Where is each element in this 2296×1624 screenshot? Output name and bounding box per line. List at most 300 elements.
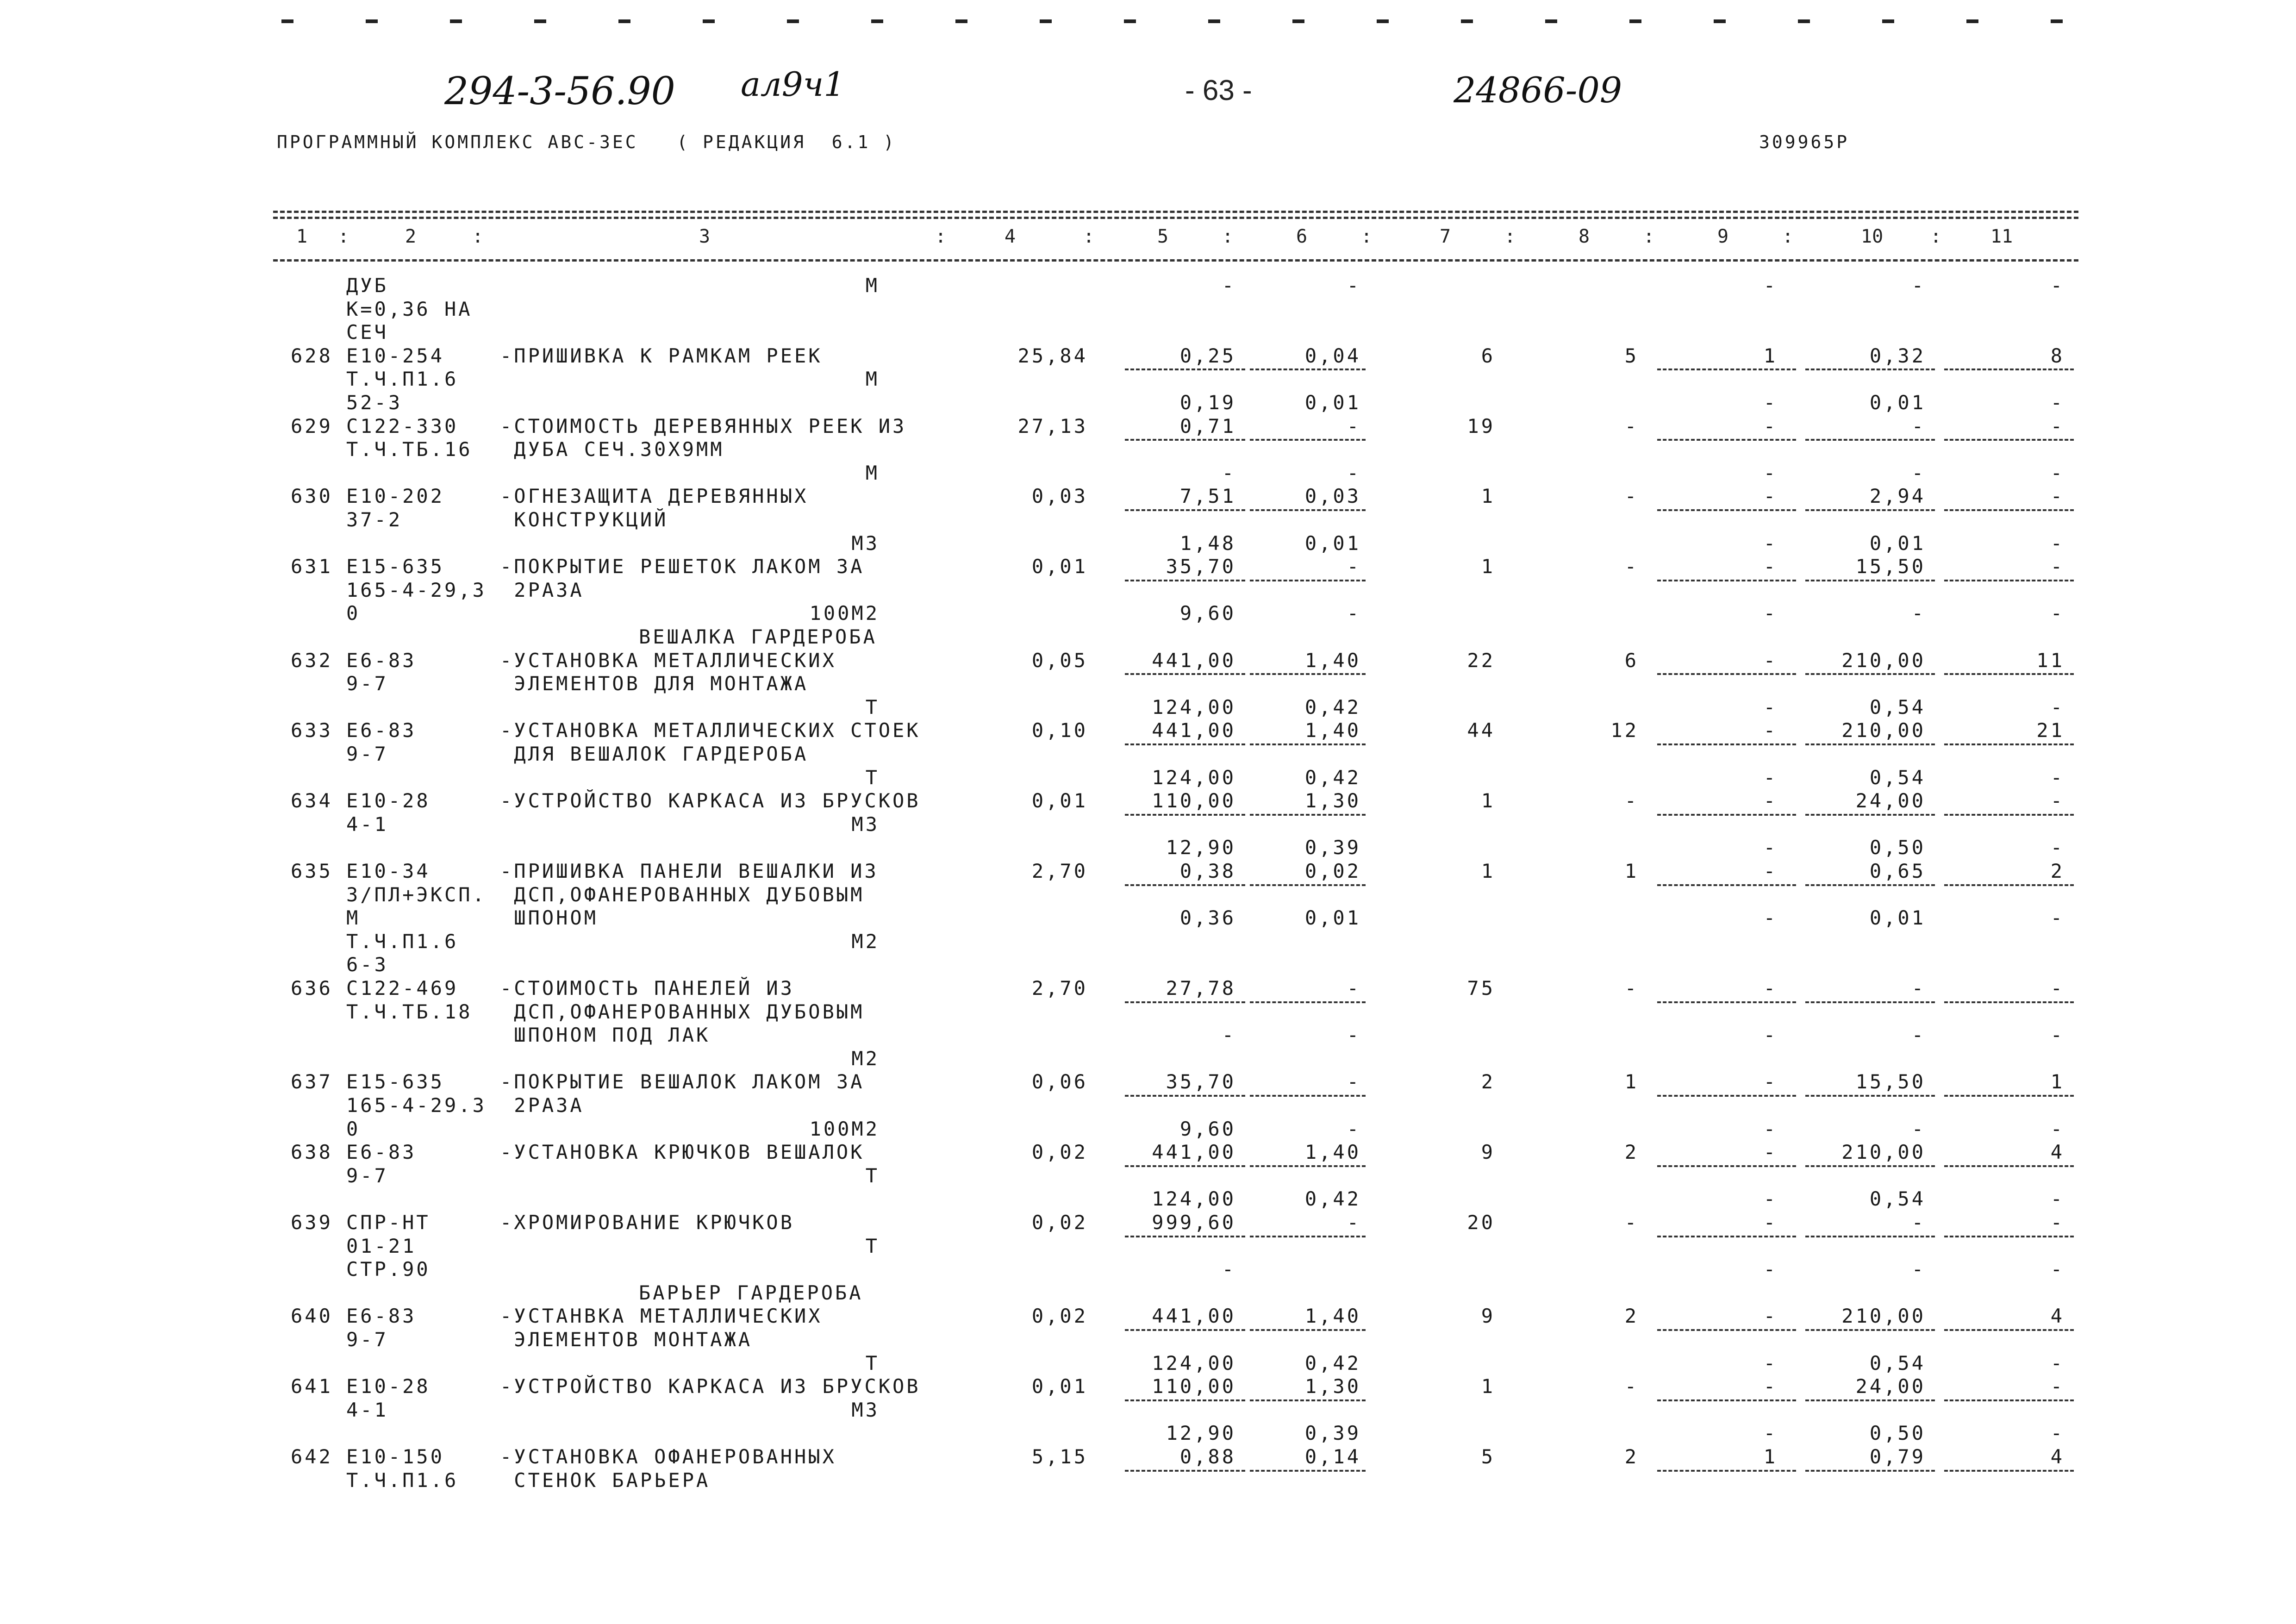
cell-c4: 0,01: [1031, 1375, 1088, 1398]
cell-n: 641: [291, 1375, 333, 1398]
cell-c2: 37-2: [346, 508, 403, 531]
cell-c3u: М2: [851, 1047, 880, 1070]
cell-c9: -: [1763, 1422, 1778, 1445]
cell-n: 637: [291, 1070, 333, 1093]
cell-c7: 1: [1481, 789, 1495, 812]
column-header-cell: :: [935, 226, 947, 247]
cell-c9: -: [1763, 1305, 1778, 1328]
column-header-cell: 9: [1717, 226, 1729, 247]
subtotal-rule: [1805, 1399, 1935, 1401]
cell-c11: -: [2050, 274, 2065, 297]
cell-c6: 0,03: [1304, 485, 1361, 508]
cell-c11: -: [2050, 1187, 2065, 1211]
cell-c2: 9-7: [346, 1164, 388, 1187]
edge-dash: [618, 19, 630, 23]
cell-c10: -: [1911, 461, 1926, 484]
cell-c7: 75: [1467, 977, 1495, 999]
cell-c6: 0,42: [1304, 1187, 1361, 1211]
cell-c10: 2,94: [1869, 485, 1926, 508]
cell-c11: -: [2050, 391, 2065, 414]
cell-n: 640: [291, 1305, 333, 1328]
cell-c9: -: [1763, 1070, 1778, 1093]
cell-c3: -ХРОМИРОВАНИЕ КРЮЧКОВ: [500, 1211, 795, 1234]
cell-c10: 0,54: [1869, 695, 1926, 718]
cell-c10: 0,54: [1869, 1187, 1926, 1211]
cell-c3: 2РАЗА: [500, 1094, 584, 1117]
cell-c3u: Т: [865, 1164, 880, 1187]
subtotal-rule: [1805, 884, 1935, 886]
subtotal-rule: [1944, 1470, 2074, 1472]
cell-c3u: Т: [865, 1234, 880, 1257]
cell-c3: -УСТАНВКА МЕТАЛЛИЧЕСКИХ: [500, 1305, 823, 1328]
cell-c4: 0,05: [1031, 649, 1088, 672]
cell-c5: 35,70: [1166, 1070, 1236, 1093]
subtotal-rule: [1125, 673, 1245, 675]
cell-c4: 0,01: [1031, 789, 1088, 812]
cell-c2: Е6-83: [346, 719, 417, 742]
cell-c4: 2,70: [1031, 977, 1088, 999]
cell-c3u: М3: [851, 1398, 880, 1421]
cell-c5: 0,25: [1179, 344, 1236, 367]
cell-c5: -: [1222, 461, 1236, 484]
subtotal-rule: [1657, 369, 1796, 370]
cell-c5: 124,00: [1152, 1187, 1236, 1211]
cell-c2: М: [346, 906, 361, 930]
cell-c8: -: [1624, 555, 1639, 578]
cell-c5: 1,48: [1179, 531, 1236, 555]
cell-c10: -: [1911, 274, 1926, 297]
edge-dash: [1966, 19, 1978, 23]
subtotal-rule: [1125, 884, 1245, 886]
cell-c4: 0,02: [1031, 1211, 1088, 1234]
subtotal-rule: [1250, 1470, 1366, 1472]
cell-c3: СТЕНОК БАРЬЕРА: [500, 1468, 711, 1492]
cell-c9: -: [1763, 1375, 1778, 1398]
cell-c4: 0,10: [1031, 719, 1088, 742]
cell-c2: Т.Ч.П1.6: [346, 1468, 459, 1492]
cell-c5: 0,88: [1179, 1445, 1236, 1468]
cell-c2: СТР.90: [346, 1258, 430, 1281]
column-header-cell: 4: [1004, 226, 1016, 247]
subtotal-rule: [1657, 884, 1796, 886]
cell-c11: -: [2050, 695, 2065, 718]
cell-c8: -: [1624, 1211, 1639, 1234]
subtotal-rule: [1250, 509, 1366, 511]
cell-c4: 0,02: [1031, 1305, 1088, 1328]
subtotal-rule: [1250, 580, 1366, 581]
cell-c2: Е15-635: [346, 1070, 445, 1093]
cell-n: 635: [291, 860, 333, 882]
cell-c5: 110,00: [1152, 789, 1236, 812]
subtotal-rule: [1250, 814, 1366, 816]
cell-c2: Е15-635: [346, 555, 445, 578]
subtotal-rule: [1944, 439, 2074, 441]
subtotal-rule: [1250, 1329, 1366, 1331]
subtotal-rule: [1125, 814, 1245, 816]
cell-c3u: М: [865, 274, 880, 297]
cell-c3u: М3: [851, 531, 880, 555]
cell-c2: 9-7: [346, 1328, 388, 1351]
edge-dash: [1629, 19, 1641, 23]
cell-c5: -: [1222, 274, 1236, 297]
subtotal-rule: [1125, 1165, 1245, 1167]
cell-n: 634: [291, 789, 333, 812]
cell-c11: 4: [2050, 1305, 2065, 1328]
cell-c5: 12,90: [1166, 836, 1236, 859]
cell-c6: 1,40: [1304, 719, 1361, 742]
cell-c5: 441,00: [1152, 1305, 1236, 1328]
cell-c9: -: [1763, 391, 1778, 414]
cell-c9: -: [1763, 789, 1778, 812]
subtotal-rule: [1944, 1329, 2074, 1331]
subtotal-rule: [1944, 1399, 2074, 1401]
subtotal-rule: [1657, 580, 1796, 581]
cell-c2: 9-7: [346, 672, 388, 695]
cell-n: 633: [291, 719, 333, 742]
cell-c8: 2: [1624, 1141, 1639, 1164]
cell-c11: -: [2050, 1375, 2065, 1398]
cell-n: 631: [291, 555, 333, 578]
cell-n: 628: [291, 344, 333, 367]
cell-c5: 441,00: [1152, 719, 1236, 742]
cell-c6: 0,01: [1304, 531, 1361, 555]
cell-c7: 1: [1481, 485, 1495, 508]
cell-c2: Е10-254: [346, 344, 445, 367]
cell-c5: 35,70: [1166, 555, 1236, 578]
subtotal-rule: [1805, 1236, 1935, 1237]
subtotal-rule: [1805, 743, 1935, 745]
subtotal-rule: [1944, 1001, 2074, 1003]
cell-c6: 0,39: [1304, 1422, 1361, 1445]
edge-dash: [1798, 19, 1810, 23]
page-number: - 63 -: [1185, 75, 1252, 106]
cell-c6: -: [1347, 1117, 1361, 1140]
edge-dash: [2051, 19, 2063, 23]
cell-c3: ЭЛЕМЕНТОВ ДЛЯ МОНТАЖА: [500, 672, 809, 695]
cell-c3: -УСТАНОВКА МЕТАЛЛИЧЕСКИХ: [500, 649, 836, 672]
cell-c6: -: [1347, 461, 1361, 484]
cell-c9: -: [1763, 555, 1778, 578]
edge-dash: [871, 19, 883, 23]
cell-n: 629: [291, 414, 333, 437]
cell-c5: 12,90: [1166, 1422, 1236, 1445]
cell-c6: 0,39: [1304, 836, 1361, 859]
cell-c4: 0,03: [1031, 485, 1088, 508]
column-header-cell: 6: [1296, 226, 1308, 247]
subtotal-rule: [1657, 1470, 1796, 1472]
cell-c5: 9,60: [1179, 1117, 1236, 1140]
subtotal-rule: [1805, 1329, 1935, 1331]
cell-c4: 25,84: [1017, 344, 1088, 367]
subtotal-rule: [1250, 1236, 1366, 1237]
cell-c11: -: [2050, 414, 2065, 437]
cell-c11: 8: [2050, 344, 2065, 367]
cell-c6: 0,01: [1304, 391, 1361, 414]
cell-c9: -: [1763, 531, 1778, 555]
cell-c2: К=0,36 НА: [346, 297, 473, 320]
column-header-cell: 10: [1861, 226, 1884, 247]
edge-dash: [281, 19, 293, 23]
cell-c10: 24,00: [1855, 1375, 1926, 1398]
cell-c2: Е6-83: [346, 649, 417, 672]
cell-c11: -: [2050, 1211, 2065, 1234]
subtotal-rule: [1657, 1329, 1796, 1331]
edge-dash: [1208, 19, 1220, 23]
cell-c2: 165-4-29,3: [346, 578, 487, 601]
column-header-cell: :: [1504, 226, 1516, 247]
header-bottom-rule: [273, 259, 2078, 262]
cell-c11: -: [2050, 1422, 2065, 1445]
cell-c10: 15,50: [1855, 555, 1926, 578]
cell-c11: 11: [2036, 649, 2065, 672]
cell-c2: Е6-83: [346, 1141, 417, 1164]
cell-c2: СПР-НТ: [346, 1211, 430, 1234]
cell-n: 642: [291, 1445, 333, 1468]
cell-c7: 9: [1481, 1141, 1495, 1164]
cell-c2: 52-3: [346, 391, 403, 414]
subtotal-rule: [1805, 1470, 1935, 1472]
cell-c6: 1,30: [1304, 789, 1361, 812]
cell-c11: 21: [2036, 719, 2065, 742]
cell-c8: -: [1624, 977, 1639, 999]
cell-c11: -: [2050, 766, 2065, 789]
cell-c2: Т.Ч.П1.6: [346, 930, 459, 953]
cell-c6: 0,42: [1304, 766, 1361, 789]
subtotal-rule: [1250, 1165, 1366, 1167]
cell-c4: 2,70: [1031, 860, 1088, 882]
cell-c11: -: [2050, 485, 2065, 508]
cell-c9: -: [1763, 1117, 1778, 1140]
subtotal-rule: [1657, 439, 1796, 441]
cell-c10: -: [1911, 977, 1926, 999]
cell-c9: -: [1763, 461, 1778, 484]
subtotal-rule: [1944, 1095, 2074, 1097]
subtotal-rule: [1125, 369, 1245, 370]
subtotal-rule: [1657, 1236, 1796, 1237]
subtotal-rule: [1125, 1001, 1245, 1003]
cell-c10: 210,00: [1841, 1305, 1926, 1328]
cell-c2: Т.Ч.ТБ.18: [346, 1000, 473, 1023]
cell-c2: СЕЧ: [346, 321, 388, 344]
cell-c11: -: [2050, 531, 2065, 555]
subtotal-rule: [1657, 673, 1796, 675]
cell-c2: С122-330: [346, 414, 459, 437]
subtotal-rule: [1657, 1399, 1796, 1401]
subtotal-rule: [1944, 580, 2074, 581]
cell-c10: -: [1911, 1117, 1926, 1140]
cell-c2: 0: [346, 602, 361, 625]
cell-c9: -: [1763, 766, 1778, 789]
cell-c9: -: [1763, 1141, 1778, 1164]
subtotal-rule: [1944, 743, 2074, 745]
column-header-cell: :: [1083, 226, 1095, 247]
cell-c2: 9-7: [346, 743, 388, 765]
cell-c10: -: [1911, 414, 1926, 437]
edge-dash: [955, 19, 967, 23]
cell-c6: -: [1347, 977, 1361, 999]
cell-c10: 0,01: [1869, 391, 1926, 414]
column-header-cell: 3: [699, 226, 711, 247]
cell-c6: 0,14: [1304, 1445, 1361, 1468]
cell-c2: 01-21: [346, 1234, 417, 1257]
cell-c6: 0,42: [1304, 695, 1361, 718]
cell-c3: -УСТРОЙСТВО КАРКАСА ИЗ БРУСКОВ: [500, 1375, 921, 1398]
cell-c5: 124,00: [1152, 766, 1236, 789]
cell-c11: -: [2050, 836, 2065, 859]
cell-c9: -: [1763, 1211, 1778, 1234]
cell-c7: 9: [1481, 1305, 1495, 1328]
cell-c11: -: [2050, 1351, 2065, 1374]
cell-c3: -ПРИШИВКА ПАНЕЛИ ВЕШАЛКИ ИЗ: [500, 860, 879, 882]
cell-c6: -: [1347, 274, 1361, 297]
cell-c6: 1,40: [1304, 649, 1361, 672]
cell-c10: 210,00: [1841, 1141, 1926, 1164]
cell-c2: 4-1: [346, 1398, 388, 1421]
cell-c2: 0: [346, 1117, 361, 1140]
cell-c3: -УСТАНОВКА ОФАНЕРОВАННЫХ: [500, 1445, 836, 1468]
subtotal-rule: [1944, 673, 2074, 675]
cell-c5: -: [1222, 1024, 1236, 1047]
subtotal-rule: [1944, 814, 2074, 816]
cell-c8: 1: [1624, 1070, 1639, 1093]
cell-c3: ДУБА СЕЧ.30Х9ММ: [500, 438, 724, 461]
edge-dash: [1545, 19, 1557, 23]
cell-c11: 4: [2050, 1141, 2065, 1164]
cell-c9: -: [1763, 274, 1778, 297]
cell-c8: 1: [1624, 860, 1639, 882]
cell-c8: 12: [1610, 719, 1639, 742]
cell-c5: 124,00: [1152, 695, 1236, 718]
subtotal-rule: [1125, 580, 1245, 581]
edge-dash: [1882, 19, 1894, 23]
subtotal-rule: [1125, 1470, 1245, 1472]
cell-c6: 0,02: [1304, 860, 1361, 882]
cell-c9: -: [1763, 719, 1778, 742]
subtotal-rule: [1250, 884, 1366, 886]
subtotal-rule: [1805, 369, 1935, 370]
cell-c7: 2: [1481, 1070, 1495, 1093]
edge-dash: [1124, 19, 1136, 23]
cell-c8: -: [1624, 414, 1639, 437]
cell-c3u: Т: [865, 1351, 880, 1374]
edge-dash: [450, 19, 462, 23]
cell-n: 636: [291, 977, 333, 999]
subtotal-rule: [1657, 814, 1796, 816]
subtotal-rule: [1657, 1095, 1796, 1097]
cell-c2: Е6-83: [346, 1305, 417, 1328]
cell-c2: Е10-34: [346, 860, 430, 882]
subtotal-rule: [1250, 1001, 1366, 1003]
cell-c6: -: [1347, 414, 1361, 437]
cell-n: 638: [291, 1141, 333, 1164]
column-header-cell: :: [1643, 226, 1655, 247]
column-header-cell: 5: [1157, 226, 1169, 247]
subtotal-rule: [1805, 439, 1935, 441]
cell-c10: -: [1911, 602, 1926, 625]
edge-dash: [534, 19, 546, 23]
subtotal-rule: [1805, 509, 1935, 511]
cell-c11: -: [2050, 555, 2065, 578]
cell-c4: 0,01: [1031, 555, 1088, 578]
section-heading: ВЕШАЛКА ГАРДЕРОБА: [639, 625, 877, 648]
cell-c2: Е10-28: [346, 1375, 430, 1398]
cell-c3: -ПОКРЫТИЕ РЕШЕТОК ЛАКОМ ЗА: [500, 555, 865, 578]
document-code: 309965Р: [1759, 132, 1850, 152]
column-header-cell: 11: [1990, 226, 2013, 247]
cell-c11: 1: [2050, 1070, 2065, 1093]
cell-c5: 7,51: [1179, 485, 1236, 508]
cell-c3u: М2: [851, 930, 880, 953]
cell-c5: 441,00: [1152, 649, 1236, 672]
subtotal-rule: [1805, 673, 1935, 675]
subtotal-rule: [1657, 1165, 1796, 1167]
subtotal-rule: [1805, 1165, 1935, 1167]
edge-dash: [1040, 19, 1052, 23]
subtotal-rule: [1805, 1001, 1935, 1003]
column-header-cell: :: [1930, 226, 1942, 247]
cell-c8: -: [1624, 1375, 1639, 1398]
cell-c6: -: [1347, 1024, 1361, 1047]
cell-c2: Е10-150: [346, 1445, 445, 1468]
subtotal-rule: [1125, 439, 1245, 441]
cell-c3u: Т: [865, 766, 880, 789]
cell-c3u: М3: [851, 812, 880, 836]
cell-c3: ЭЛЕМЕНТОВ МОНТАЖА: [500, 1328, 753, 1351]
cell-c9: -: [1763, 906, 1778, 930]
cell-c11: -: [2050, 1117, 2065, 1140]
cell-c9: -: [1763, 485, 1778, 508]
cell-n: 639: [291, 1211, 333, 1234]
cell-c7: 1: [1481, 1375, 1495, 1398]
cell-c11: -: [2050, 906, 2065, 930]
column-header-cell: :: [1361, 226, 1373, 247]
cell-c9: -: [1763, 649, 1778, 672]
subtotal-rule: [1125, 1329, 1245, 1331]
cell-c8: 6: [1624, 649, 1639, 672]
cell-c10: 0,50: [1869, 836, 1926, 859]
cell-c3: -СТОИМОСТЬ ДЕРЕВЯННЫХ РЕЕК ИЗ: [500, 414, 907, 437]
cell-c7: 20: [1467, 1211, 1495, 1234]
cell-c11: -: [2050, 977, 2065, 999]
subtotal-rule: [1805, 580, 1935, 581]
cell-c6: -: [1347, 602, 1361, 625]
cell-c11: -: [2050, 789, 2065, 812]
cell-c3: ДЛЯ ВЕШАЛОК ГАРДЕРОБА: [500, 743, 809, 765]
subtotal-rule: [1805, 814, 1935, 816]
cell-c8: 5: [1624, 344, 1639, 367]
section-heading: БАРЬЕР ГАРДЕРОБА: [639, 1281, 863, 1304]
edge-dash: [1714, 19, 1726, 23]
cell-c2: 3/ПЛ+ЭКСП.: [346, 883, 487, 906]
cell-c5: 9,60: [1179, 602, 1236, 625]
cell-c11: -: [2050, 1258, 2065, 1281]
cell-c2: 6-3: [346, 953, 388, 976]
handwritten-code: 24866-09: [1454, 69, 1622, 111]
cell-c11: 4: [2050, 1445, 2065, 1468]
cell-c6: 1,40: [1304, 1305, 1361, 1328]
subtotal-rule: [1250, 743, 1366, 745]
cell-c8: 2: [1624, 1305, 1639, 1328]
cell-c8: 2: [1624, 1445, 1639, 1468]
cell-c7: 22: [1467, 649, 1495, 672]
column-header-cell: :: [1782, 226, 1794, 247]
cell-c7: 44: [1467, 719, 1495, 742]
cell-c10: 0,65: [1869, 860, 1926, 882]
cell-c10: -: [1911, 1211, 1926, 1234]
cell-c4: 0,06: [1031, 1070, 1088, 1093]
cell-c3: -ОГНЕЗАЩИТА ДЕРЕВЯННЫХ: [500, 485, 809, 508]
cell-c3: ДСП,ОФАНЕРОВАННЫХ ДУБОВЫМ: [500, 883, 865, 906]
